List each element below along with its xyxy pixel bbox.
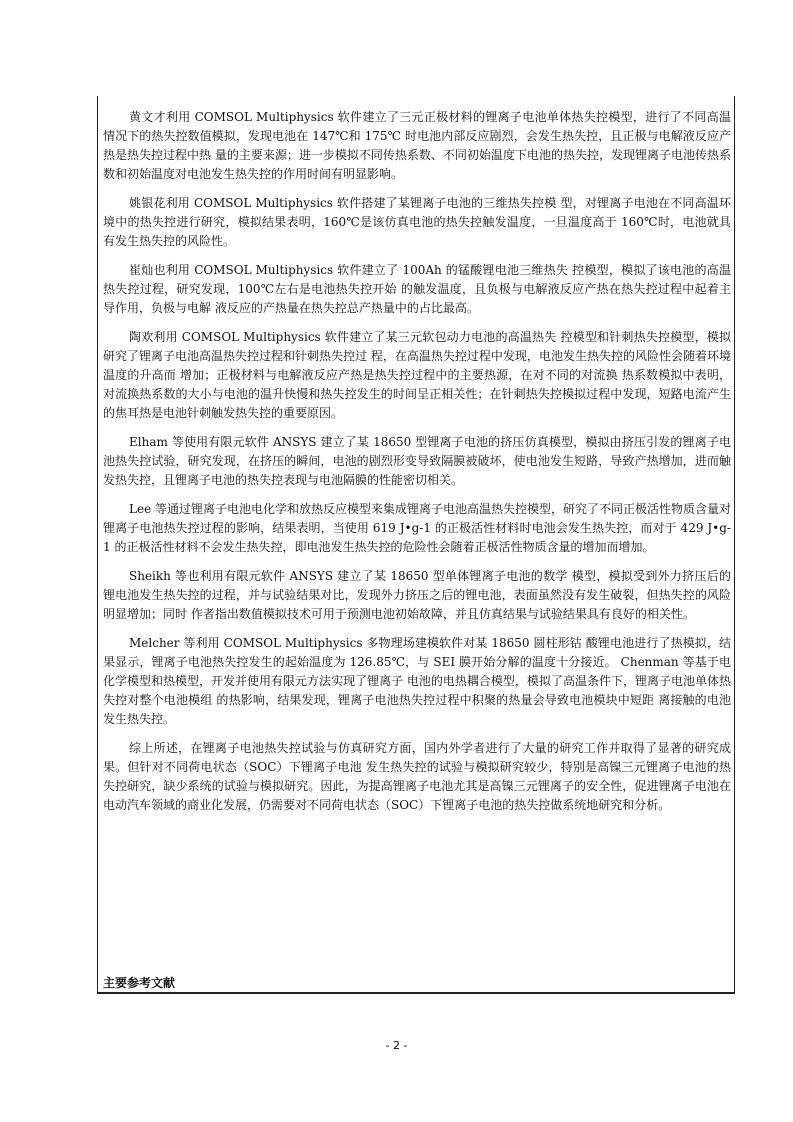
paragraph-1: 黄文才利用 COMSOL Multiphysics 软件建立了三元正极材料的锂离子电池单体热失控模型，进行了不同高温情况下的热失控数值模拟，发现电池在 147℃和 175℃ 时电池内部反应剧烈，会发生热失控，且正极与电解液反应产热是热失控过程中热 量的主要来源；进一步模拟不同传热系数、不同初始温度下电池的热失控，发现锂离子电池传热系数和初始温度对电池发生热失控的作用时间有明显影响。 <box>103 110 731 181</box>
paragraph-5: Elham 等使用有限元软件 ANSYS 建立了某 18650 型锂离子电池的挤压仿真模型，模拟由挤压引发的锂离子电池热失控试验，研究发现，在挤压的瞬间，电池的剧烈形变导致隔膜被破坏，使电池发生短路，导致产热增加，进而触发热失控，且锂离子电池的热失控表现与电池隔膜的性能密切相关。 <box>103 435 731 487</box>
paragraph-4: 陶欢利用 COMSOL Multiphysics 软件建立了某三元软包动力电池的高温热失 控模型和针刺热失控模型，模拟研究了锂离子电池高温热失控过程和针刺热失控过 程，在高温热失控过程中发现，电池发生热失控的风险性会随着环境温度的升高而 增加；正极材料与电解液反应产热是热失控过程中的主要热源，在对不同的对流换 热系数模拟中表明，对流换热系数的大小与电池的温升快慢和热失控发生的时间呈正相关性；在针刺热失控模拟过程中发现，短路电流产生的焦耳热是电池针刺触发热失控的重要原因。 <box>103 330 731 420</box>
paragraph-2: 姚银花利用 COMSOL Multiphysics 软件搭建了某锂离子电池的三维热失控模 型，对锂离子电池在不同高温环境中的热失控进行研究，模拟结果表明，160℃是该仿真电池的热失控触发温度，一旦温度高于 160℃时，电池就具有发生热失控的风险性。 <box>103 196 731 248</box>
body-text <box>103 108 731 825</box>
paragraph-7: Sheikh 等也利用有限元软件 ANSYS 建立了某 18650 型单体锂离子电池的数学 模型，模拟受到外力挤压后的锂电池发生热失控的过程，并与试验结果对比，发现外力挤压之后的锂电池，表面虽然没有发生破裂，但热失控的风险明显增加；同时 作者指出数值模拟技术可用于预测电池初始故障，并且仿真结果与试验结果具有良好的相关性。 <box>103 569 731 621</box>
page-number: - 2 - <box>385 1039 408 1052</box>
paragraph-6: Lee 等通过锂离子电池电化学和放热反应模型来集成锂离子电池高温热失控模型，研究了不同正极活性物质含量对锂离子电池热失控过程的影响，结果表明，当使用 619 J•g-1 的正极活性材料时电池会发生热失控，而对于 429 J•g-1 的正极活性材料不会发生热失控，即电池发生热失控的危险性会随着正极活性物质含量的增加而增加。 <box>103 502 731 554</box>
references-heading: 主要参考文献 <box>103 976 176 990</box>
paragraph-8: Melcher 等利用 COMSOL Multiphysics 多物理场建模软件对某 18650 圆柱形钴 酸锂电池进行了热模拟，结果显示，锂离子电池热失控发生的起始温度为 126.85℃，与 SEI 膜开始分解的温度十分接近。 Chenman 等基于电化学模型和热模型，开发并使用有限元方法实现了锂离子 电池的电热耦合模型，模拟了高温条件下，锂离子电池单体热失控对整个电池模组 的热影响，结果发现，锂离子电池热失控过程中积聚的热量会导致电池模块中短距 离接触的电池发生热失控。 <box>103 636 731 726</box>
paragraph-3: 崔灿也利用 COMSOL Multiphysics 软件建立了 100Ah 的锰酸锂电池三维热失 控模型，模拟了该电池的高温热失控过程，研究发现，100℃左右是电池热失控开始 的触发温度，且负极与电解液反应产热在热失控过程中起着主导作用，负极与电解 液反应的产热量在热失控总产热量中的占比最高。 <box>103 263 731 315</box>
paragraph-9: 综上所述，在锂离子电池热失控试验与仿真研究方面，国内外学者进行了大量的研究工作并取得了显著的研究成果。但针对不同荷电状态（SOC）下锂离子电池 发生热失控的试验与模拟研究较少，特别是高镍三元锂离子电池的热失控研究，缺少系统的试验与模拟研究。因此，为提高锂离子电池尤其是高镍三元锂离子的安全性，促进锂离子电池在电动汽车领域的商业化发展，仍需要对不同荷电状态（SOC）下锂离子电池的热失控做系统地研究和分析。 <box>103 741 731 812</box>
